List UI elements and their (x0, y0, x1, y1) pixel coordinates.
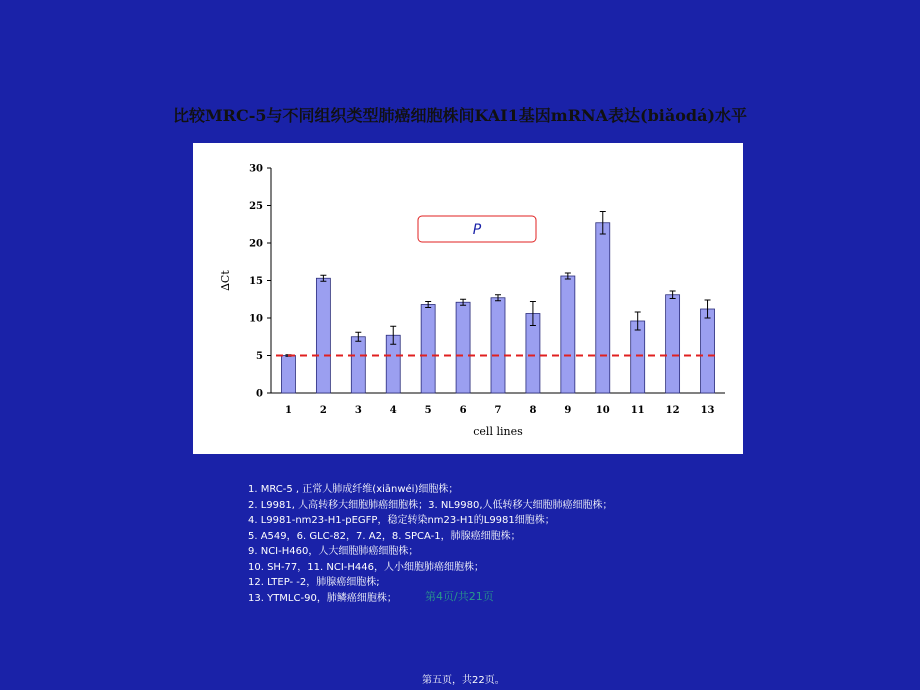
note-line: 12. LTEP- -2，肺腺癌细胞株; (248, 577, 380, 588)
bar (281, 356, 295, 394)
note-line: 2. L9981, 人高转移大细胞肺癌细胞株；3. NL9980,人低转移大细胞肺癌细胞株； (248, 499, 613, 511)
x-tick-label: 7 (494, 405, 502, 416)
x-tick-label: 6 (459, 405, 467, 416)
x-tick-label: 5 (424, 405, 432, 416)
x-tick-label: 9 (564, 405, 572, 416)
y-tick-label: 15 (249, 276, 263, 287)
y-tick-label: 25 (249, 201, 263, 212)
x-tick-label: 1 (284, 405, 292, 416)
x-tick-label: 13 (700, 405, 715, 416)
note-line: 4. L9981-nm23-H1-pEGFP，稳定转染nm23-H1的L9981细胞株； (248, 515, 555, 526)
bar (316, 278, 330, 393)
bar (491, 298, 505, 393)
x-tick-label: 12 (665, 405, 680, 416)
note-line: 13. YTMLC-90，肺鳞癌细胞株； (248, 592, 397, 604)
y-tick-label: 0 (256, 388, 263, 400)
x-tick-label: 4 (389, 405, 397, 416)
bar (456, 302, 470, 393)
bar (666, 295, 680, 393)
bar (351, 337, 365, 393)
x-tick-label: 2 (319, 405, 327, 416)
note-line: 10. SH-77，11. NCI-H446，人小细胞肺癌细胞株； (248, 561, 484, 573)
y-tick-label: 20 (249, 238, 263, 250)
bar (701, 309, 715, 393)
note-line: 1. MRC-5 , 正常人肺成纤维(xiānwéi)细胞株； (248, 484, 459, 495)
bar (631, 321, 645, 393)
annotation-text: P (472, 222, 482, 238)
bar (561, 276, 575, 393)
inner-page-number: 第4页/共21页 (425, 590, 494, 603)
note-line: 9. NCI-H460，人大细胞肺癌细胞株； (248, 546, 419, 557)
slide-title: 比较MRC-5与不同组织类型肺癌细胞株间KAI1基因mRNA表达(biǎodá)水平 (172, 106, 748, 125)
y-tick-label: 10 (249, 313, 263, 325)
x-tick-label: 10 (595, 405, 610, 416)
x-tick-label: 3 (354, 405, 362, 416)
y-tick-label: 5 (256, 351, 263, 362)
x-tick-label: 8 (529, 405, 537, 416)
note-line: 5. A549，6. GLC-82，7. A2，8. SPCA-1，肺腺癌细胞株； (248, 530, 521, 542)
x-axis-label: cell lines (473, 425, 523, 438)
bar (596, 223, 610, 393)
bar (421, 305, 435, 394)
y-tick-label: 30 (249, 163, 263, 175)
chart-panel (193, 143, 743, 454)
x-tick-label: 11 (630, 405, 645, 416)
outer-page-number: 第五页，共22页。 (422, 675, 505, 686)
y-axis-label: ∆Ct (219, 270, 232, 291)
bar-chart (193, 143, 743, 454)
